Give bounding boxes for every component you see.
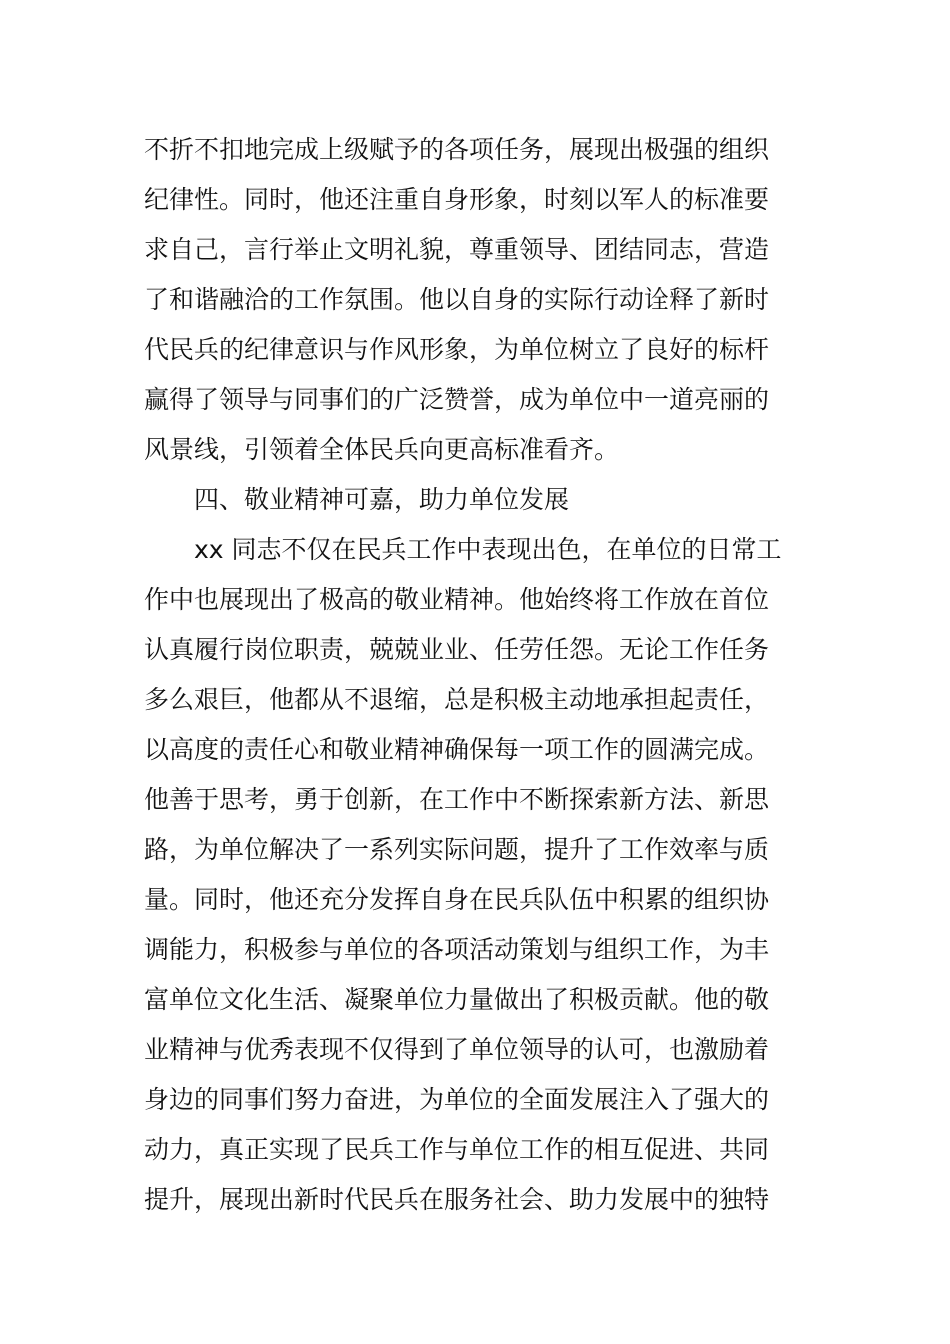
text-line: 提升，展现出新时代民兵在服务社会、助力发展中的独特	[144, 1185, 770, 1214]
paragraph-first-line: xx 同志不仅在民兵工作中表现出色，在单位的日常工	[194, 535, 782, 564]
text-line: 量。同时，他还充分发挥自身在民兵队伍中积累的组织协	[144, 885, 770, 914]
text-line: 富单位文化生活、凝聚单位力量做出了积极贡献。他的敬	[144, 985, 770, 1014]
text-line: 他善于思考，勇于创新，在工作中不断探索新方法、新思	[144, 785, 770, 814]
section-heading: 四、敬业精神可嘉，助力单位发展	[194, 485, 570, 514]
text-line: 调能力，积极参与单位的各项活动策划与组织工作，为丰	[144, 935, 770, 964]
text-line: 业精神与优秀表现不仅得到了单位领导的认可，也激励着	[144, 1035, 770, 1064]
text-line: 了和谐融洽的工作氛围。他以自身的实际行动诠释了新时	[144, 285, 770, 314]
text-line: 代民兵的纪律意识与作风形象，为单位树立了良好的标杆	[144, 335, 770, 364]
text-line: 纪律性。同时，他还注重自身形象，时刻以军人的标准要	[144, 185, 770, 214]
text-line: 路，为单位解决了一系列实际问题，提升了工作效率与质	[144, 835, 770, 864]
text-line: 认真履行岗位职责，兢兢业业、任劳任怨。无论工作任务	[144, 635, 770, 664]
text-line: 以高度的责任心和敬业精神确保每一项工作的圆满完成。	[144, 735, 770, 764]
text-line: 多么艰巨，他都从不退缩，总是积极主动地承担起责任，	[144, 685, 770, 714]
text-line: 不折不扣地完成上级赋予的各项任务，展现出极强的组织	[144, 135, 770, 164]
text-line: 求自己，言行举止文明礼貌，尊重领导、团结同志，营造	[144, 235, 770, 264]
text-line: 作中也展现出了极高的敬业精神。他始终将工作放在首位	[144, 585, 770, 614]
text-line: 赢得了领导与同事们的广泛赞誉，成为单位中一道亮丽的	[144, 385, 770, 414]
text-line: 动力，真正实现了民兵工作与单位工作的相互促进、共同	[144, 1135, 770, 1164]
document-body	[144, 125, 812, 1225]
text-line: 身边的同事们努力奋进，为单位的全面发展注入了强大的	[144, 1085, 770, 1114]
text-line: 风景线，引领着全体民兵向更高标准看齐。	[144, 435, 620, 464]
